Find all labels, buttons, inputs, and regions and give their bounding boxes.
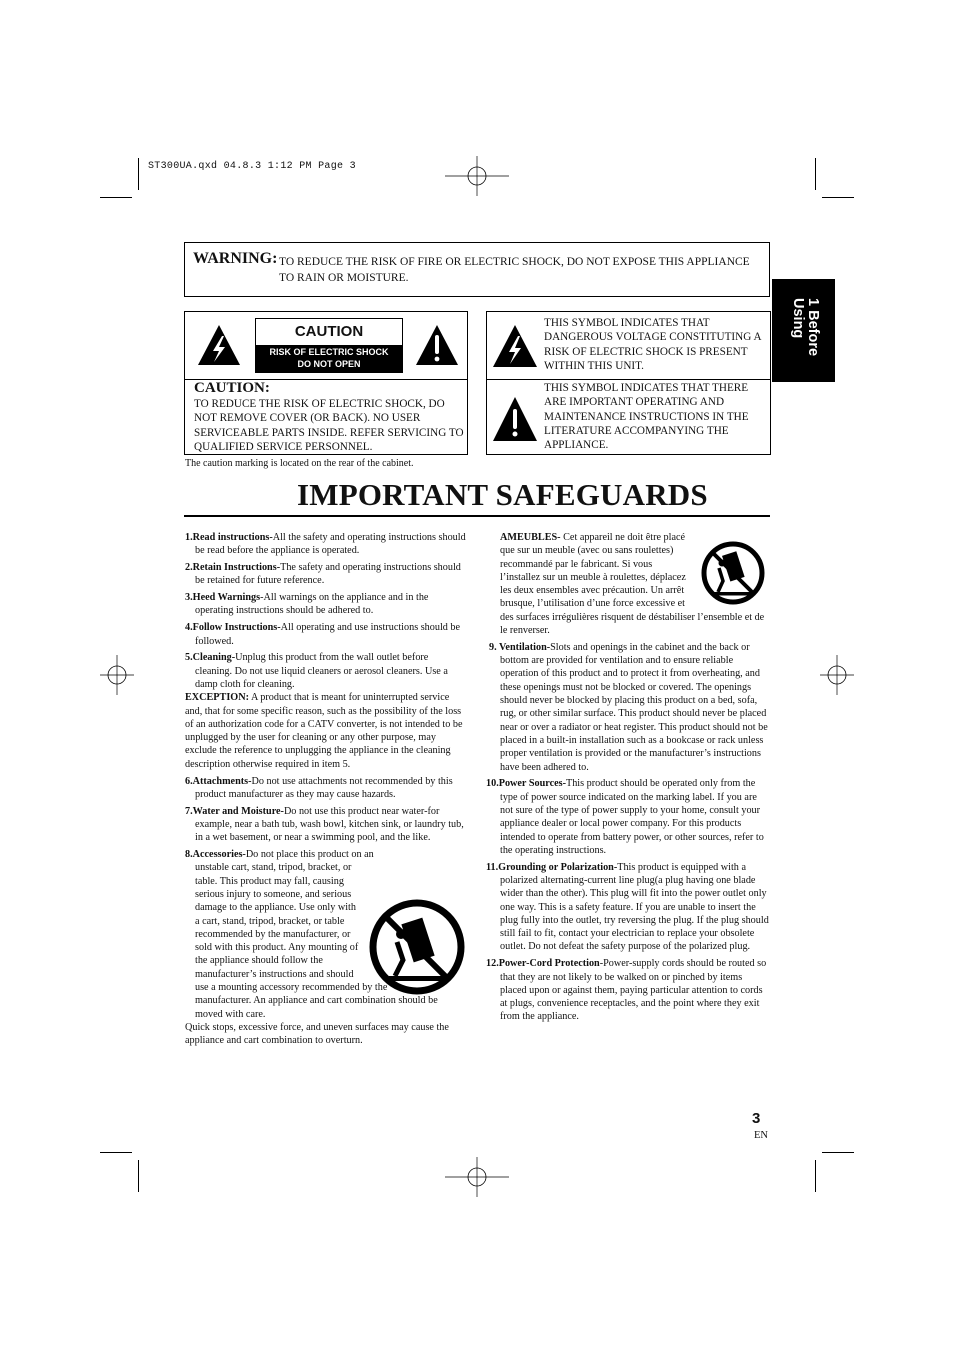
caution-banner-line: RISK OF ELECTRIC SHOCK (269, 347, 389, 357)
language-code: EN (754, 1130, 768, 1141)
registration-mark-icon (445, 156, 509, 196)
item-text: Do not use attachments not recommended by this product manufacturer as they may cause hazards. (195, 775, 453, 800)
item-text: Slots and openings in the cabinet and the back or bottom are provided for ventilation and to ensure reliable operation of this product and to protect it from overheating, and these openings must not be blocked or covered. The openings should never be blocked by placing this product on a bed, sofa, rug, or other similar surface. This product should never be placed near or over a radiator or heat register. This product should not be placed in a built-in installation such as a bookcase or rack unless proper ventilation is provided or the manufacturer’s instructions have been adhered to. (500, 641, 768, 773)
caution-label: CAUTION: (194, 380, 270, 396)
crop-mark (815, 1160, 816, 1192)
file-slug: ST300UA.qxd 04.8.3 1:12 PM Page 3 (148, 161, 356, 172)
caution-banner-subtitle (256, 345, 402, 372)
safeguard-item (185, 651, 467, 691)
safeguard-item (486, 641, 770, 774)
item-heading: 6.Attachments- (185, 775, 252, 787)
crop-mark (100, 197, 132, 198)
cart-warning-icon (700, 537, 766, 609)
section-tab-label: 1 Before (805, 298, 821, 357)
page-number: 3 (752, 1110, 761, 1127)
caution-location-note: The caution marking is located on the rear of the cabinet. (185, 458, 414, 469)
safeguard-item (185, 805, 467, 845)
caution-banner-title: CAUTION (294, 323, 364, 340)
safeguard-item (185, 531, 467, 558)
caution-box (184, 311, 468, 455)
item-heading: 7.Water and Moisture- (185, 805, 284, 817)
section-tab (772, 279, 835, 382)
registration-mark-icon (445, 1157, 509, 1197)
item-text: -Power-supply cords should be routed so that they are not likely to be walked on or pinched by items placed upon or against them, paying particular attention to cords at plugs, convenience receptacles, and the point where they exit from the appliance. (500, 958, 767, 1023)
item-heading: 1.Read instructions- (185, 532, 273, 543)
item-text: Do not place this product on an unstable cart, stand, tripod, bracket, or table. This product may fall, causing serious injury to someone, and serious damage to the appliance. Use only with a cart, stand, tripod, bracket, or table recommended by the manufacturer, or sold with this product. Any mounting of the appliance should follow the manufacturer’s instructions and should use a mounting accessory recommended by the manufacturer. An appliance and cart combination should be moved with care. (195, 849, 438, 1020)
safeguard-item (486, 861, 770, 954)
safeguard-item (185, 591, 467, 618)
safeguard-item (185, 848, 467, 1047)
item-heading: 4.Follow Instructions- (185, 622, 281, 634)
safeguard-exception (185, 691, 467, 771)
crop-mark (822, 1152, 854, 1153)
item-heading: 12.Power-Cord Protection (486, 958, 600, 970)
item-heading: 5.Cleaning- (185, 652, 236, 664)
item-heading: 9. Ventilation- (489, 641, 551, 653)
item-text: -All warnings on the appliance and in the operating instructions should be adhered to. (195, 592, 429, 617)
crop-mark (138, 1160, 139, 1192)
crop-mark (822, 197, 854, 198)
item-text: This product should be operated only from the type of power source indicated on the marking label. If you are not sure of the type of power supply to your home, consult your appliance dealer or local power company. For this products intended to operate from battery power, or other sources, refer to the operating instructions. (500, 778, 764, 856)
item-text: This product is equipped with a polarized alternating-current line plug(a plug having one blade wider than the other). This plug will fit into the power outlet only one way. This is a safety feature. If you are unable to insert the plug fully into the outlet, try reversing the plug. If the plug should still fail to fit, contact your electrician to replace your obsolete outlet. Do not defeat the safety purpose of the polarized plug. (500, 861, 769, 953)
caution-text: TO REDUCE THE RISK OF ELECTRIC SHOCK, DO NOT REMOVE COVER (OR BACK). NO USER SERVICEABLE PARTS INSIDE. REFER SERVICING TO QUALIFIED SERVICE PERSONNEL. (194, 398, 464, 453)
safeguards-right-column (486, 531, 770, 1027)
crop-mark (815, 158, 816, 190)
item-heading: 3.Heed Warnings (185, 592, 261, 604)
item-heading: 10.Power Sources- (486, 778, 566, 790)
safeguard-item (185, 621, 467, 648)
safeguard-item (486, 957, 770, 1023)
section-tab-label: Using (790, 298, 806, 339)
exclamation-triangle-icon (415, 324, 459, 366)
safeguard-item (486, 777, 770, 857)
item-heading: AMEUBLES- (500, 532, 561, 543)
item-text: The safety and operating instructions should be retained for future reference. (195, 562, 461, 587)
ameubles-note (486, 531, 770, 637)
exclamation-symbol-text: THIS SYMBOL INDICATES THAT THERE ARE IMPORTANT OPERATING AND MAINTENANCE INSTRUCTIONS IN THE LITERATURE ACCOMPANYING THE APPLIANCE. (544, 382, 749, 452)
title-rule (184, 515, 770, 517)
item-heading: 11.Grounding or Polarization- (486, 861, 618, 873)
item-text: All the safety and operating instructions should be read before the appliance is operated. (195, 532, 466, 557)
lightning-triangle-icon (197, 324, 241, 366)
crop-mark (100, 1152, 132, 1153)
registration-mark-icon (820, 655, 854, 695)
item-heading: 8.Accessories- (185, 849, 246, 861)
warning-box (184, 242, 770, 297)
symbols-box (486, 311, 771, 455)
caution-banner (255, 318, 403, 373)
lightning-triangle-icon (492, 324, 538, 368)
safeguards-left-column (185, 531, 467, 1051)
item-heading: EXCEPTION: (185, 692, 249, 704)
item-text: A product that is meant for uninterrupted service and, that for some specific reason, such as the possibility of the loss of an authorization code for a CATV converter, is not intended to be unplugged by the user for cleaning or any other purpose, may exclude the reference to unplugging the appliance in the cleaning description otherwise required in item 5. (185, 692, 463, 770)
item-heading: 2.Retain Instructions- (185, 562, 281, 574)
registration-mark-icon (100, 655, 134, 695)
crop-mark (138, 158, 139, 190)
item-text: All operating and use instructions should be followed. (195, 622, 461, 647)
warning-label: WARNING: (193, 250, 278, 267)
warning-text: TO REDUCE THE RISK OF FIRE OR ELECTRIC SHOCK, DO NOT EXPOSE THIS APPLIANCE TO RAIN OR MOISTURE. (279, 256, 750, 284)
divider (487, 379, 770, 380)
safeguard-item (185, 775, 467, 802)
safeguard-item (185, 561, 467, 588)
page-title: IMPORTANT SAFEGUARDS (297, 477, 708, 512)
item-paragraph: Quick stops, excessive force, and uneven surfaces may cause the appliance and cart combination to overturn. (185, 1021, 449, 1047)
item-text: Do not use this product near water-for example, near a bath tub, wash bowl, kitchen sink, or laundry tub, in a wet basement, or near a swimming pool, and the like. (195, 805, 464, 844)
lightning-symbol-text: THIS SYMBOL INDICATES THAT DANGEROUS VOLTAGE CONSTITUTING A RISK OF ELECTRIC SHOCK IS PRESENT WITHIN THIS UNIT. (544, 317, 761, 372)
caution-banner-line: DO NOT OPEN (297, 358, 361, 369)
item-text: Unplug this product from the wall outlet before cleaning. Do not use liquid cleaners or aerosol cleaners. Use a damp cloth for cleaning. (195, 652, 448, 690)
item-text: Cet appareil ne doit être placé que sur un meuble (avec ou sans roulettes) recommandé par le fabricant. Si vous l’installez sur un meuble à roulettes, déplacez les deux ensembles avec précaution. Un arrêt brusque, l’utilisation d’une force excessive et des surfaces irrégulières risquent de déstabiliser l’ensemble et de le renverser. (500, 532, 765, 637)
exclamation-triangle-icon (492, 396, 538, 442)
